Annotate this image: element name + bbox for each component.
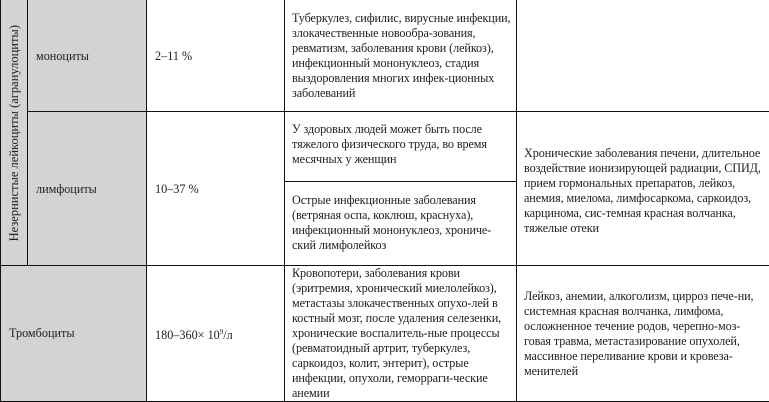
monocytes-norm-cell [146,0,286,113]
monocytes-decrease-cell [516,0,769,113]
cell-norm: 2–11 % [155,48,193,63]
platelets-name-cell [0,265,148,402]
cell-name: лимфоциты [36,181,97,196]
increase-text: Туберкулез, сифилис, вирусные инфекции, злокачественные новообра-зования, ревматизм, заболевания крови (лейкоз), инфекционный мононуклеоз, стадия выздоровления многих инфек-ционных заболеваний [292,11,511,100]
decrease-text: Хронические заболевания печени, длительное воздействие ионизирующей радиации, СПИД, прием гормональных препаратов, лейкоз, анемия, миелома, лимфосаркома, саркоидоз, карцинома, сис-темная красная волчанка, тяжелые отеки [524,146,761,235]
platelets-norm-cell [146,265,286,402]
group-label-cell [0,0,29,267]
cell-norm [147,325,241,343]
increase-text: Кровопотери, заболевания крови (эритремия, хронический миелолейкоз), метастазы злокачественных опухо-лей в костный мозг, после удаления селезенки, хронические воспалитель-ные процессы (ревматоидный артрит, туберкулез, саркоидоз, колит, энтерит), острые инфекции, опухоли, геморраги-ческие анемии [292,266,502,400]
monocytes-increase-cell [284,0,518,113]
norm-base: 180–360× 10 [155,327,220,342]
norm-exponent: 9 [219,327,224,336]
cell-name: моноциты [36,48,89,63]
platelets-decrease-cell [516,265,769,402]
norm-unit: /л [223,327,233,342]
lymphocytes-increase-b-cell [284,181,518,267]
lymphocytes-name-cell [27,111,148,267]
platelets-increase-cell [284,265,518,402]
increase-text: Острые инфекционные заболевания (ветряная оспа, коклюш, краснуха), инфекционный мононуклеоз, хрониче-ский лимфолейкоз [292,193,492,252]
cell-name: Тромбоциты [9,326,75,340]
group-label: Незернистые лейкоциты (агранулоциты) [7,24,21,242]
increase-text: У здоровых людей может быть после тяжелого физического труда, во время месячных у женщин [292,122,487,166]
decrease-text: Лейкоз, анемии, алкоголизм, цирроз пече-ни, системная красная волчанка, лимфома, осложненное течение родов, черепно-моз-говая травма, метастазирование опухолей, массивное переливание крови и кровеза-менителей [524,288,754,378]
monocytes-name-cell [27,0,148,113]
cell-norm: 10–37 % [155,181,199,196]
lymphocytes-decrease-cell [516,111,769,267]
lymphocytes-increase-a-cell [284,111,518,183]
lymphocytes-norm-cell [146,111,286,267]
